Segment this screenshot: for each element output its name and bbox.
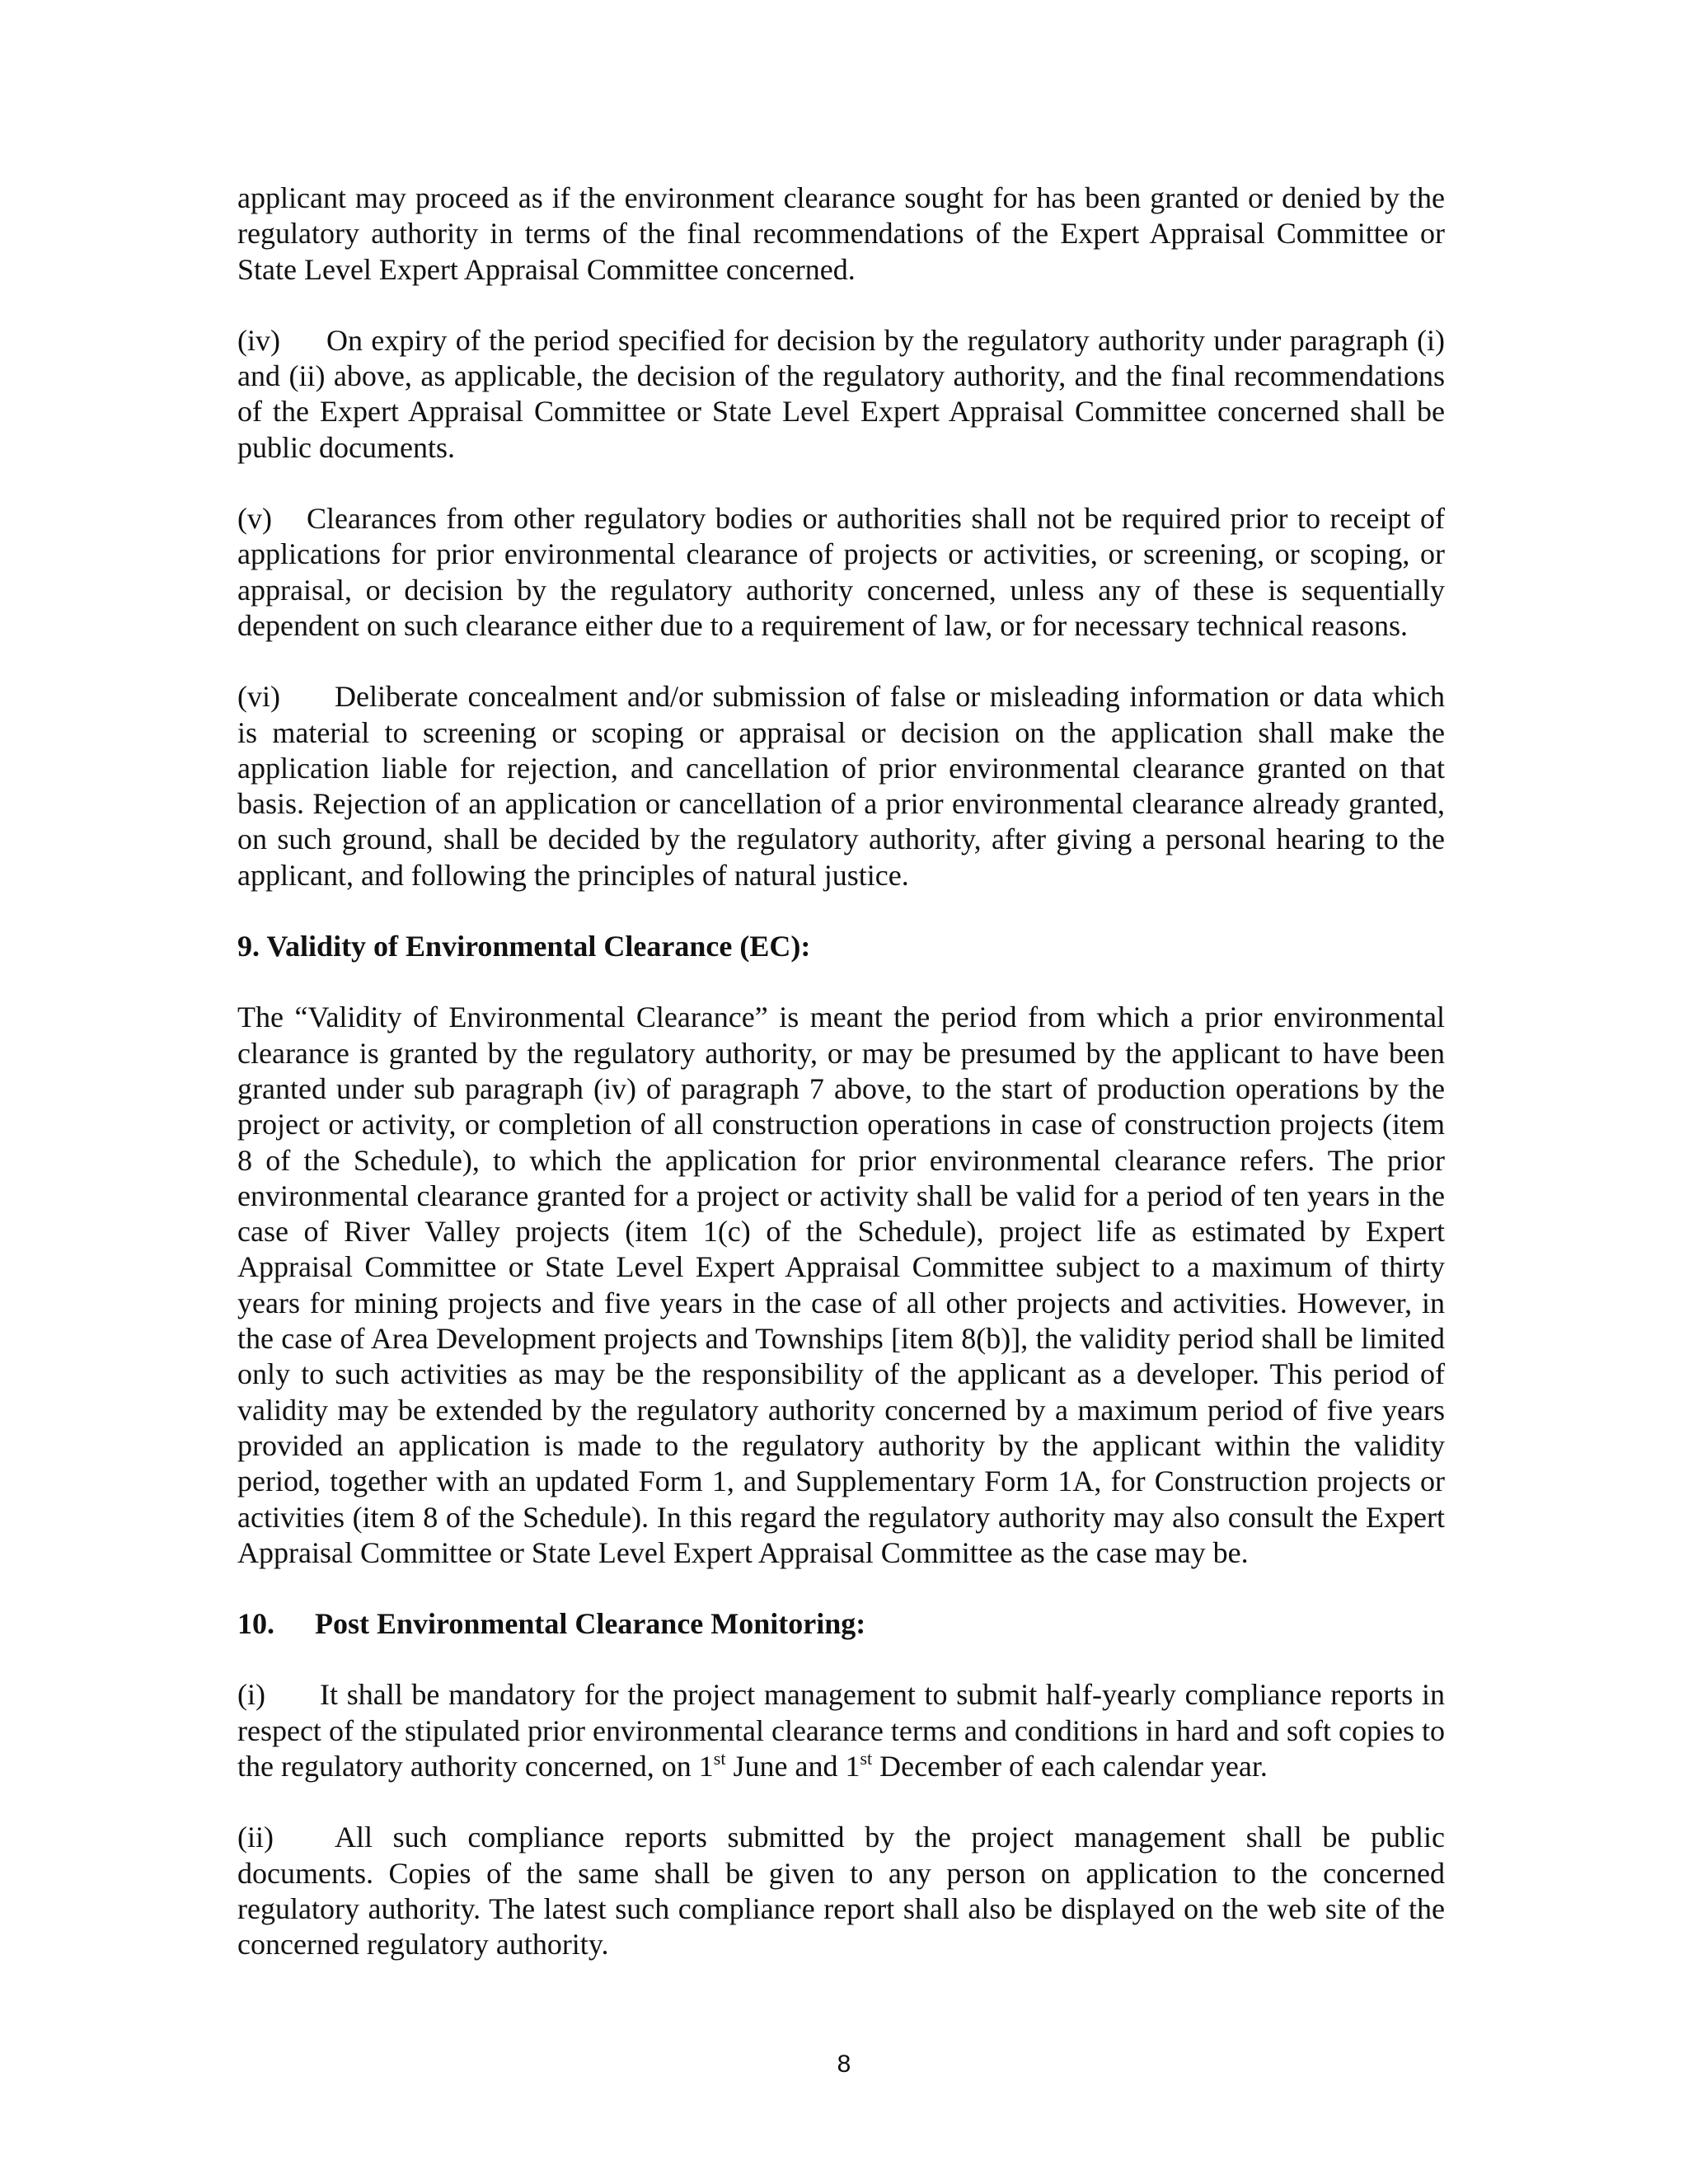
section-heading-10	[237, 1606, 1445, 1642]
paragraph-text: It shall be mandatory for the project management to submit half-yearly compliance reports in respect of the stipulated prior environmental clearance terms and conditions in hard and soft copies to the regulatory authority concerned, on 1	[237, 1678, 1445, 1783]
paragraph-marker: (i)	[237, 1678, 265, 1712]
ordinal-suffix: st	[713, 1747, 726, 1769]
section-title: Post Environmental Clearance Monitoring:	[315, 1607, 866, 1641]
section-number: 10.	[237, 1607, 274, 1641]
paragraph-continuation: applicant may proceed as if the environment clearance sought for has been granted or denied by the regulatory authority in terms of the final recommendations of the Expert Appraisal Committee or State Level Expert Appraisal Committee concerned.	[237, 181, 1445, 286]
paragraph-v	[237, 501, 1445, 644]
page-number: 8	[837, 2050, 851, 2078]
section-heading-9: 9. Validity of Environmental Clearance (EC):	[237, 930, 811, 963]
paragraph-text: All such compliance reports submitted by the project management shall be public documents. Copies of the same shall be given to any person on application to the concerned regulatory authority. The latest such compliance report shall also be displayed on the web site of the concerned regulatory authority.	[237, 1821, 1445, 1961]
paragraph-text: Deliberate concealment and/or submission of false or misleading information or data which is material to screening or scoping or appraisal or decision on the application shall make the application liable for rejection, and cancellation of prior environmental clearance granted on that basis. Rejection of an application or cancellation of a prior environmental clearance already granted, on such ground, shall be decided by the regulatory authority, after giving a personal hearing to the applicant, and following the principles of natural justice.	[237, 680, 1445, 892]
paragraph-10-i	[237, 1677, 1445, 1784]
ordinal-suffix: st	[860, 1747, 873, 1769]
paragraph-text: On expiry of the period specified for decision by the regulatory authority under paragraph (i) and (ii) above, as applicable, the decision of the regulatory authority, and the final recommendations of the Expert Appraisal Committee or State Level Expert Appraisal Committee concerned shall be public documents.	[237, 323, 1445, 464]
paragraph-section-9: The “Validity of Environmental Clearance” is meant the period from which a prior environmental clearance is granted by the regulatory authority, or may be presumed by the applicant to have been granted under sub paragraph (iv) of paragraph 7 above, to the start of production operations by the project or activity, or completion of all construction operations in case of construction projects (item 8 of the Schedule), to which the application for prior environmental clearance refers. The prior environmental clearance granted for a project or activity shall be valid for a period of ten years in the case of River Valley projects (item 1(c) of the Schedule), project life as estimated by Expert Appraisal Committee or State Level Expert Appraisal Committee subject to a maximum of thirty years for mining projects and five years in the case of all other projects and activities. However, in the case of Area Development projects and Townships [item 8(b)], the validity period shall be limited only to such activities as may be the responsibility of the applicant as a developer. This period of validity may be extended by the regulatory authority concerned by a maximum period of five years provided an application is made to the regulatory authority by the applicant within the validity period, together with an updated Form 1, and Supplementary Form 1A, for Construction projects or activities (item 8 of the Schedule). In this regard the regulatory authority may also consult the Expert Appraisal Committee or State Level Expert Appraisal Committee as the case may be.	[237, 1001, 1445, 1569]
paragraph-marker: (iv)	[237, 323, 280, 357]
paragraph-text: June and 1	[725, 1749, 860, 1783]
paragraph-10-ii	[237, 1820, 1445, 1962]
paragraph-marker: (vi)	[237, 680, 280, 714]
paragraph-text: Clearances from other regulatory bodies or authorities shall not be required prior to receipt of applications for prior environmental clearance of projects or activities, or screening, or scoping, or appraisal, or decision by the regulatory authority concerned, unless any of these is sequentially dependent on such clearance either due to a requirement of law, or for necessary technical reasons.	[237, 502, 1445, 642]
paragraph-marker: (v)	[237, 502, 272, 536]
paragraph-iv	[237, 323, 1445, 466]
paragraph-vi	[237, 679, 1445, 893]
paragraph-text: December of each calendar year.	[872, 1749, 1268, 1783]
paragraph-marker: (ii)	[237, 1821, 274, 1854]
document-body	[237, 180, 1445, 1962]
